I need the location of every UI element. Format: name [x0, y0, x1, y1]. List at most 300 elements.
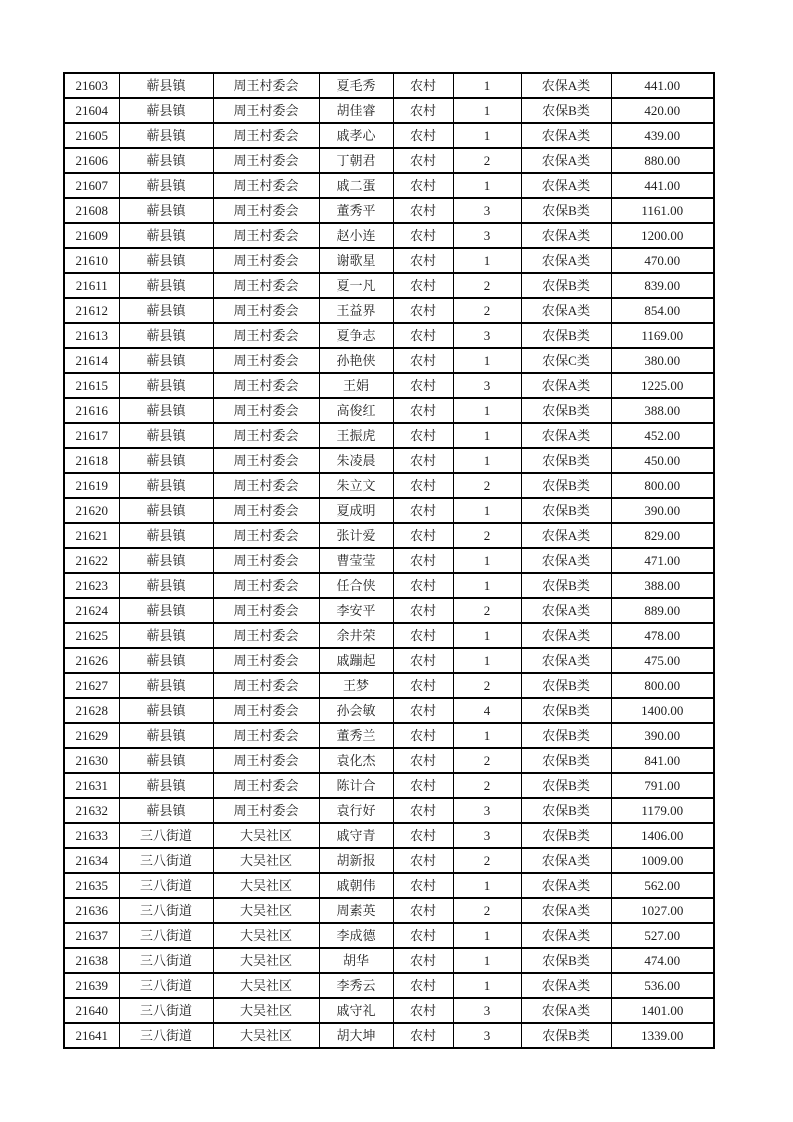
table-row	[64, 173, 714, 198]
household-type-cell: 农村	[393, 598, 453, 623]
person-name-cell: 孙会敏	[319, 698, 393, 723]
amount-cell: 854.00	[611, 298, 714, 323]
table-row	[64, 798, 714, 823]
town-cell: 蕲县镇	[119, 248, 213, 273]
village-committee-cell: 周王村委会	[213, 648, 319, 673]
household-type-cell: 农村	[393, 723, 453, 748]
amount-cell: 880.00	[611, 148, 714, 173]
household-type-cell: 农村	[393, 148, 453, 173]
insurance-category-cell: 农保B类	[521, 323, 611, 348]
person-name-cell: 董秀平	[319, 198, 393, 223]
amount-cell: 1179.00	[611, 798, 714, 823]
household-type-cell: 农村	[393, 998, 453, 1023]
table-row	[64, 223, 714, 248]
amount-cell: 1225.00	[611, 373, 714, 398]
person-count-cell: 3	[453, 823, 521, 848]
town-cell: 三八街道	[119, 848, 213, 873]
person-name-cell: 胡大坤	[319, 1023, 393, 1048]
household-type-cell: 农村	[393, 373, 453, 398]
person-name-cell: 袁行好	[319, 798, 393, 823]
record-id-cell: 21609	[64, 223, 119, 248]
village-committee-cell: 周王村委会	[213, 123, 319, 148]
record-id-cell: 21617	[64, 423, 119, 448]
village-committee-cell: 周王村委会	[213, 98, 319, 123]
table-row	[64, 323, 714, 348]
town-cell: 三八街道	[119, 998, 213, 1023]
person-count-cell: 2	[453, 273, 521, 298]
amount-cell: 536.00	[611, 973, 714, 998]
table-row	[64, 948, 714, 973]
person-name-cell: 戚守礼	[319, 998, 393, 1023]
insurance-category-cell: 农保A类	[521, 173, 611, 198]
person-count-cell: 2	[453, 148, 521, 173]
person-count-cell: 2	[453, 898, 521, 923]
record-id-cell: 21618	[64, 448, 119, 473]
village-committee-cell: 周王村委会	[213, 473, 319, 498]
village-committee-cell: 周王村委会	[213, 698, 319, 723]
record-id-cell: 21626	[64, 648, 119, 673]
insurance-category-cell: 农保A类	[521, 248, 611, 273]
insurance-category-cell: 农保A类	[521, 648, 611, 673]
person-count-cell: 2	[453, 298, 521, 323]
table-row	[64, 823, 714, 848]
record-id-cell: 21604	[64, 98, 119, 123]
person-name-cell: 丁朝君	[319, 148, 393, 173]
insurance-category-cell: 农保A类	[521, 148, 611, 173]
record-id-cell: 21607	[64, 173, 119, 198]
village-committee-cell: 大吴社区	[213, 973, 319, 998]
table-row	[64, 673, 714, 698]
table-row	[64, 573, 714, 598]
household-type-cell: 农村	[393, 173, 453, 198]
town-cell: 蕲县镇	[119, 623, 213, 648]
table-row	[64, 723, 714, 748]
town-cell: 蕲县镇	[119, 798, 213, 823]
household-type-cell: 农村	[393, 573, 453, 598]
record-id-cell: 21620	[64, 498, 119, 523]
amount-cell: 474.00	[611, 948, 714, 973]
household-type-cell: 农村	[393, 73, 453, 98]
person-name-cell: 朱凌晨	[319, 448, 393, 473]
village-committee-cell: 周王村委会	[213, 798, 319, 823]
household-type-cell: 农村	[393, 773, 453, 798]
record-id-cell: 21635	[64, 873, 119, 898]
person-count-cell: 3	[453, 998, 521, 1023]
household-type-cell: 农村	[393, 223, 453, 248]
person-name-cell: 高俊红	[319, 398, 393, 423]
person-name-cell: 胡华	[319, 948, 393, 973]
town-cell: 蕲县镇	[119, 473, 213, 498]
record-id-cell: 21636	[64, 898, 119, 923]
table-row	[64, 248, 714, 273]
town-cell: 蕲县镇	[119, 723, 213, 748]
amount-cell: 478.00	[611, 623, 714, 648]
household-type-cell: 农村	[393, 548, 453, 573]
household-type-cell: 农村	[393, 398, 453, 423]
record-id-cell: 21603	[64, 73, 119, 98]
amount-cell: 1406.00	[611, 823, 714, 848]
person-name-cell: 戚二蛋	[319, 173, 393, 198]
person-name-cell: 余井荣	[319, 623, 393, 648]
table-row	[64, 148, 714, 173]
person-name-cell: 王娟	[319, 373, 393, 398]
town-cell: 蕲县镇	[119, 198, 213, 223]
person-count-cell: 1	[453, 398, 521, 423]
amount-cell: 1339.00	[611, 1023, 714, 1048]
amount-cell: 452.00	[611, 423, 714, 448]
village-committee-cell: 周王村委会	[213, 723, 319, 748]
record-id-cell: 21639	[64, 973, 119, 998]
household-type-cell: 农村	[393, 848, 453, 873]
village-committee-cell: 周王村委会	[213, 323, 319, 348]
village-committee-cell: 大吴社区	[213, 1023, 319, 1048]
insurance-category-cell: 农保B类	[521, 948, 611, 973]
person-count-cell: 3	[453, 798, 521, 823]
person-name-cell: 戚朝伟	[319, 873, 393, 898]
amount-cell: 839.00	[611, 273, 714, 298]
village-committee-cell: 周王村委会	[213, 223, 319, 248]
insurance-category-cell: 农保B类	[521, 498, 611, 523]
record-id-cell: 21632	[64, 798, 119, 823]
amount-cell: 527.00	[611, 923, 714, 948]
person-count-cell: 3	[453, 198, 521, 223]
insurance-category-cell: 农保A类	[521, 998, 611, 1023]
record-id-cell: 21613	[64, 323, 119, 348]
table-row	[64, 73, 714, 98]
household-type-cell: 农村	[393, 198, 453, 223]
table-row	[64, 298, 714, 323]
village-committee-cell: 周王村委会	[213, 573, 319, 598]
town-cell: 蕲县镇	[119, 523, 213, 548]
town-cell: 蕲县镇	[119, 348, 213, 373]
person-name-cell: 王梦	[319, 673, 393, 698]
table-row	[64, 973, 714, 998]
table-row	[64, 98, 714, 123]
town-cell: 蕲县镇	[119, 73, 213, 98]
person-name-cell: 陈计合	[319, 773, 393, 798]
person-count-cell: 3	[453, 373, 521, 398]
amount-cell: 791.00	[611, 773, 714, 798]
person-name-cell: 任合侠	[319, 573, 393, 598]
amount-cell: 889.00	[611, 598, 714, 623]
village-committee-cell: 大吴社区	[213, 848, 319, 873]
insurance-category-cell: 农保B类	[521, 748, 611, 773]
person-count-cell: 1	[453, 648, 521, 673]
table-row	[64, 623, 714, 648]
household-type-cell: 农村	[393, 448, 453, 473]
amount-cell: 388.00	[611, 398, 714, 423]
table-row	[64, 1023, 714, 1048]
household-type-cell: 农村	[393, 348, 453, 373]
table-row	[64, 548, 714, 573]
household-type-cell: 农村	[393, 123, 453, 148]
person-count-cell: 3	[453, 223, 521, 248]
person-count-cell: 1	[453, 248, 521, 273]
household-type-cell: 农村	[393, 423, 453, 448]
amount-cell: 1009.00	[611, 848, 714, 873]
person-count-cell: 4	[453, 698, 521, 723]
table-row	[64, 498, 714, 523]
person-name-cell: 夏成明	[319, 498, 393, 523]
record-id-cell: 21623	[64, 573, 119, 598]
household-type-cell: 农村	[393, 648, 453, 673]
record-id-cell: 21627	[64, 673, 119, 698]
town-cell: 蕲县镇	[119, 273, 213, 298]
record-id-cell: 21622	[64, 548, 119, 573]
insurance-category-cell: 农保B类	[521, 473, 611, 498]
household-type-cell: 农村	[393, 98, 453, 123]
insurance-category-cell: 农保C类	[521, 348, 611, 373]
village-committee-cell: 周王村委会	[213, 73, 319, 98]
person-name-cell: 夏争志	[319, 323, 393, 348]
table-row	[64, 923, 714, 948]
village-committee-cell: 周王村委会	[213, 273, 319, 298]
person-count-cell: 2	[453, 523, 521, 548]
town-cell: 三八街道	[119, 973, 213, 998]
record-id-cell: 21621	[64, 523, 119, 548]
table-row	[64, 348, 714, 373]
insurance-category-cell: 农保B类	[521, 673, 611, 698]
person-count-cell: 1	[453, 923, 521, 948]
village-committee-cell: 周王村委会	[213, 148, 319, 173]
insurance-category-cell: 农保A类	[521, 548, 611, 573]
insurance-category-cell: 农保B类	[521, 98, 611, 123]
insurance-category-cell: 农保A类	[521, 873, 611, 898]
person-count-cell: 1	[453, 123, 521, 148]
person-count-cell: 1	[453, 423, 521, 448]
person-name-cell: 王益界	[319, 298, 393, 323]
amount-cell: 390.00	[611, 723, 714, 748]
record-id-cell: 21633	[64, 823, 119, 848]
amount-cell: 1169.00	[611, 323, 714, 348]
household-type-cell: 农村	[393, 323, 453, 348]
table-row	[64, 773, 714, 798]
town-cell: 三八街道	[119, 948, 213, 973]
record-id-cell: 21630	[64, 748, 119, 773]
household-type-cell: 农村	[393, 948, 453, 973]
person-count-cell: 1	[453, 498, 521, 523]
person-name-cell: 戚蹦起	[319, 648, 393, 673]
insurance-category-cell: 农保B类	[521, 198, 611, 223]
record-id-cell: 21629	[64, 723, 119, 748]
insurance-category-cell: 农保B类	[521, 823, 611, 848]
town-cell: 蕲县镇	[119, 148, 213, 173]
town-cell: 蕲县镇	[119, 298, 213, 323]
town-cell: 蕲县镇	[119, 423, 213, 448]
insurance-category-cell: 农保B类	[521, 398, 611, 423]
insurance-category-cell: 农保A类	[521, 598, 611, 623]
household-type-cell: 农村	[393, 898, 453, 923]
town-cell: 蕲县镇	[119, 548, 213, 573]
village-committee-cell: 大吴社区	[213, 823, 319, 848]
person-name-cell: 夏一凡	[319, 273, 393, 298]
household-type-cell: 农村	[393, 473, 453, 498]
village-committee-cell: 周王村委会	[213, 498, 319, 523]
record-id-cell: 21634	[64, 848, 119, 873]
record-id-cell: 21638	[64, 948, 119, 973]
insurance-category-cell: 农保B类	[521, 448, 611, 473]
record-id-cell: 21637	[64, 923, 119, 948]
record-id-cell: 21615	[64, 373, 119, 398]
insurance-category-cell: 农保A类	[521, 298, 611, 323]
village-committee-cell: 周王村委会	[213, 548, 319, 573]
table-row	[64, 273, 714, 298]
household-type-cell: 农村	[393, 873, 453, 898]
town-cell: 三八街道	[119, 923, 213, 948]
village-committee-cell: 周王村委会	[213, 448, 319, 473]
person-name-cell: 董秀兰	[319, 723, 393, 748]
record-id-cell: 21628	[64, 698, 119, 723]
amount-cell: 1161.00	[611, 198, 714, 223]
insurance-category-cell: 农保A类	[521, 123, 611, 148]
town-cell: 三八街道	[119, 1023, 213, 1048]
person-count-cell: 1	[453, 948, 521, 973]
insurance-category-cell: 农保A类	[521, 848, 611, 873]
person-name-cell: 李安平	[319, 598, 393, 623]
amount-cell: 562.00	[611, 873, 714, 898]
town-cell: 蕲县镇	[119, 748, 213, 773]
amount-cell: 420.00	[611, 98, 714, 123]
person-count-cell: 2	[453, 598, 521, 623]
village-committee-cell: 大吴社区	[213, 898, 319, 923]
amount-cell: 470.00	[611, 248, 714, 273]
table-row	[64, 448, 714, 473]
village-committee-cell: 周王村委会	[213, 523, 319, 548]
household-type-cell: 农村	[393, 248, 453, 273]
household-type-cell: 农村	[393, 498, 453, 523]
record-id-cell: 21619	[64, 473, 119, 498]
insurance-category-cell: 农保B类	[521, 698, 611, 723]
household-type-cell: 农村	[393, 973, 453, 998]
amount-cell: 441.00	[611, 173, 714, 198]
village-committee-cell: 周王村委会	[213, 773, 319, 798]
household-type-cell: 农村	[393, 798, 453, 823]
town-cell: 三八街道	[119, 873, 213, 898]
record-id-cell: 21624	[64, 598, 119, 623]
person-count-cell: 1	[453, 623, 521, 648]
person-count-cell: 1	[453, 873, 521, 898]
person-count-cell: 1	[453, 73, 521, 98]
town-cell: 蕲县镇	[119, 773, 213, 798]
amount-cell: 1401.00	[611, 998, 714, 1023]
amount-cell: 1400.00	[611, 698, 714, 723]
person-name-cell: 曹莹莹	[319, 548, 393, 573]
town-cell: 蕲县镇	[119, 448, 213, 473]
table-row	[64, 598, 714, 623]
table-row	[64, 848, 714, 873]
insurance-category-cell: 农保A类	[521, 923, 611, 948]
town-cell: 蕲县镇	[119, 223, 213, 248]
person-name-cell: 赵小连	[319, 223, 393, 248]
table-row	[64, 123, 714, 148]
person-name-cell: 朱立文	[319, 473, 393, 498]
village-committee-cell: 周王村委会	[213, 248, 319, 273]
person-count-cell: 1	[453, 548, 521, 573]
record-id-cell: 21641	[64, 1023, 119, 1048]
insurance-category-cell: 农保A类	[521, 623, 611, 648]
person-count-cell: 1	[453, 448, 521, 473]
town-cell: 三八街道	[119, 898, 213, 923]
town-cell: 蕲县镇	[119, 173, 213, 198]
person-count-cell: 1	[453, 348, 521, 373]
insurance-category-cell: 农保B类	[521, 798, 611, 823]
town-cell: 蕲县镇	[119, 648, 213, 673]
household-type-cell: 农村	[393, 298, 453, 323]
person-name-cell: 王振虎	[319, 423, 393, 448]
amount-cell: 800.00	[611, 673, 714, 698]
person-name-cell: 夏毛秀	[319, 73, 393, 98]
amount-cell: 841.00	[611, 748, 714, 773]
record-id-cell: 21605	[64, 123, 119, 148]
town-cell: 蕲县镇	[119, 698, 213, 723]
person-count-cell: 1	[453, 573, 521, 598]
insurance-category-cell: 农保B类	[521, 1023, 611, 1048]
amount-cell: 471.00	[611, 548, 714, 573]
person-count-cell: 1	[453, 173, 521, 198]
person-count-cell: 2	[453, 748, 521, 773]
insurance-category-cell: 农保B类	[521, 773, 611, 798]
town-cell: 三八街道	[119, 823, 213, 848]
table-row	[64, 198, 714, 223]
village-committee-cell: 大吴社区	[213, 998, 319, 1023]
village-committee-cell: 周王村委会	[213, 748, 319, 773]
person-count-cell: 2	[453, 848, 521, 873]
record-id-cell: 21625	[64, 623, 119, 648]
town-cell: 蕲县镇	[119, 498, 213, 523]
person-name-cell: 戚孝心	[319, 123, 393, 148]
person-count-cell: 2	[453, 673, 521, 698]
amount-cell: 441.00	[611, 73, 714, 98]
record-id-cell: 21606	[64, 148, 119, 173]
table-row	[64, 998, 714, 1023]
household-type-cell: 农村	[393, 698, 453, 723]
village-committee-cell: 周王村委会	[213, 623, 319, 648]
village-committee-cell: 大吴社区	[213, 923, 319, 948]
insurance-category-cell: 农保B类	[521, 573, 611, 598]
record-id-cell: 21614	[64, 348, 119, 373]
record-id-cell: 21611	[64, 273, 119, 298]
amount-cell: 1027.00	[611, 898, 714, 923]
person-name-cell: 张计爱	[319, 523, 393, 548]
table-row	[64, 523, 714, 548]
table-row	[64, 748, 714, 773]
household-type-cell: 农村	[393, 1023, 453, 1048]
person-count-cell: 1	[453, 973, 521, 998]
payment-roster-table	[63, 72, 715, 1049]
person-name-cell: 胡佳睿	[319, 98, 393, 123]
person-count-cell: 2	[453, 473, 521, 498]
record-id-cell: 21612	[64, 298, 119, 323]
person-count-cell: 3	[453, 1023, 521, 1048]
amount-cell: 829.00	[611, 523, 714, 548]
insurance-category-cell: 农保A类	[521, 423, 611, 448]
table-row	[64, 873, 714, 898]
town-cell: 蕲县镇	[119, 373, 213, 398]
insurance-category-cell: 农保A类	[521, 223, 611, 248]
table-row	[64, 648, 714, 673]
village-committee-cell: 周王村委会	[213, 348, 319, 373]
village-committee-cell: 周王村委会	[213, 198, 319, 223]
person-name-cell: 袁化杰	[319, 748, 393, 773]
person-name-cell: 李秀云	[319, 973, 393, 998]
table-row	[64, 898, 714, 923]
village-committee-cell: 周王村委会	[213, 423, 319, 448]
table-body	[64, 73, 714, 1048]
person-name-cell: 周素英	[319, 898, 393, 923]
record-id-cell: 21616	[64, 398, 119, 423]
village-committee-cell: 周王村委会	[213, 598, 319, 623]
town-cell: 蕲县镇	[119, 98, 213, 123]
